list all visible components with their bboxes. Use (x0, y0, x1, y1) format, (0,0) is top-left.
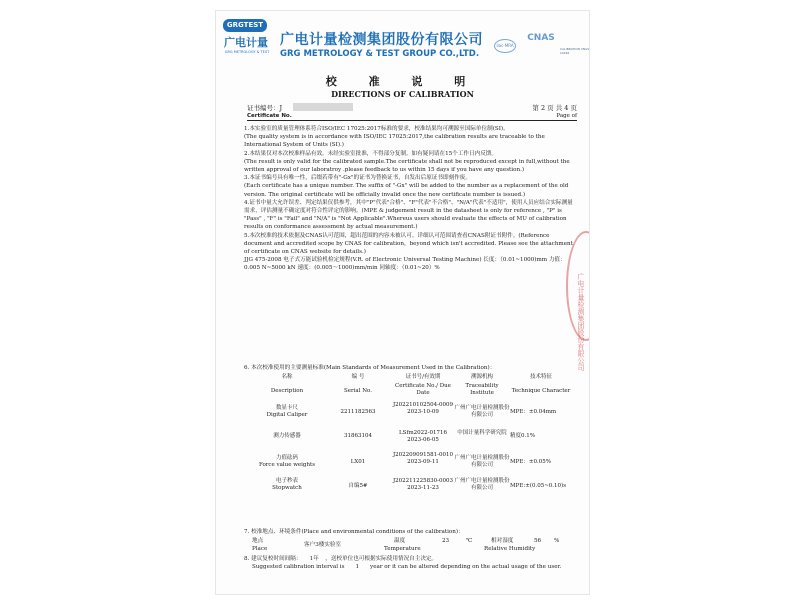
note-4: 4.证书中量大允许误差、判定结果仅供参考，其中"P"代表"合格"、"F"代表"不合格"、"N/A"代表"不适用"，使用人员应结合实际测量需求，评估测量不确定度对符合性评定的影响。(MPE & judgement result in the datasheet is only for reference , "P" is "Pass" , "F" is "Fail" and "N/A" is "Not Applicable".Whereus users should evaluate the effects of MU of calibration results on conformance assessment by actual measurement.) (244, 199, 573, 231)
header-inst-en: Traceability Institute (465, 383, 499, 396)
header-tech-cn: 技术特征 (529, 374, 552, 380)
humidity-label-cn: 相对湿度 (491, 537, 514, 544)
header-description-cn: 名称 (281, 374, 293, 380)
section-6-title: 6. 本次校准使用的主要测量标准(Main Standards of Measurement Used in the Calibration)： (244, 365, 496, 371)
header-serial-cn: 编 号 (351, 374, 365, 380)
row-serial: 31863104 (344, 433, 372, 439)
logo-en: GRG METROLOGY & TEST (224, 50, 270, 54)
header-cert-en: Certificate No./ Due Date (395, 383, 451, 396)
row-serial: 自编5# (348, 483, 368, 489)
row-name: 电子秒表 Stopwatch (272, 478, 302, 491)
logo-cn: 广电计量 (224, 36, 268, 49)
section-8 (244, 555, 574, 564)
row-cert: LSfm2022-01716 2023-06-05 (398, 430, 448, 443)
humidity-value: 56 (534, 537, 542, 544)
row-tech: MPE：±0.04mm (510, 409, 557, 415)
section-7-title: 7. 校准地点、环境条件(Place and environmental conditions of the calibration)： (244, 529, 464, 535)
section-8-en: Suggested calibration interval is 1 year or it can be altered depending on the actual usage of the user. (252, 564, 562, 570)
row-institute: 广州广电计量检测股份有限公司 (454, 405, 510, 418)
certificate-number-prefix: J (279, 104, 283, 112)
row-institute: 广州广电计量检测股份有限公司 (454, 455, 510, 468)
interval-value-en: 1 (355, 564, 360, 570)
place-label-cn: 地点 (252, 537, 264, 544)
document-title-en: DIRECTIONS OF CALIBRATION (331, 89, 474, 99)
header-inst-cn: 溯源机构 (470, 374, 493, 380)
environment-row (244, 537, 574, 554)
row-institute: 中国计量科学研究院 (457, 430, 507, 436)
row-serial: 2211182563 (340, 409, 376, 415)
section-7 (244, 528, 574, 572)
company-name-en: GRG METROLOGY & TEST GROUP CO.,LTD. (280, 49, 480, 59)
row-name: 测力传感器 (273, 433, 301, 439)
row-serial: LX01 (350, 459, 366, 465)
note-2-en: (The result is only valid for the calibrated sample.The certificate shall not be reproduced except in full,without the written approval of our laboratroy .please feedback to us within 15 days if you have any question.) (244, 158, 570, 174)
row-tech: 精度0.1% (510, 433, 535, 439)
header-serial-en: Serial No. (344, 388, 372, 394)
header-cert-cn: 证书号/有效期 (405, 374, 441, 380)
humidity-label-en: Relative Humidity (484, 545, 536, 552)
cnas-icon: CNAS (527, 33, 555, 43)
certificate-number-en: Certificate No. (247, 113, 292, 119)
section-8-tail: ，送校单位也可根据实际使用情况自主决定。 (325, 555, 438, 562)
page-indicator: 第 2 页 共 4 页 (532, 104, 577, 112)
certificate-page (215, 10, 590, 595)
row-name: 数显卡尺 Digital Caliper (266, 405, 308, 418)
note-1-en: (The quality system is in accordance with ISO/IEC 17025:2017,the calibration results are traceable to the International System of Units (SI).) (244, 134, 545, 149)
temp-label-en: Temperature (384, 545, 421, 552)
temp-label-cn: 温度 (394, 537, 406, 544)
logo-badge: GRGTEST (223, 19, 267, 32)
company-logo (221, 19, 271, 61)
temp-unit: ℃ (466, 537, 473, 544)
note-2-cn: 2.本结果仅对本次校准样品有效。未经实验室批准，不得部分复制。如有疑问请在15个工作日内反馈。 (244, 150, 497, 157)
row-tech: MPE：±0.05% (510, 459, 551, 465)
reference-standard: JJG 475-2008 电子式万能试验机检定规程(V.R. of Electronic Universal Testing Machine) 长度：（0.01~1000)mm 力值：0.005 N~5000 kN 速度：(0.005～1000)mm/min 同轴度：（0.01~20）% (244, 257, 566, 272)
company-name-cn: 广电计量检测集团股份有限公司 (280, 32, 483, 48)
certificate-number-redacted (293, 103, 353, 111)
place-label-en: Place (252, 545, 268, 552)
document-title-cn: 校 准 说 明 (325, 75, 480, 88)
header-tech-en: Technique Character (511, 388, 571, 394)
ilac-mra-icon: ilac-MRA (494, 39, 516, 53)
interval-value: 1年 (309, 555, 319, 562)
company-seal-text: 广电计量检测集团股份有限公司 (577, 273, 585, 371)
row-name: 力值砝码 Force value weights (258, 455, 316, 468)
section-8-title: 8. 建议复校时间间隔： (244, 555, 302, 562)
humidity-unit: % (554, 537, 560, 544)
cnas-accreditation-label: CALIBRATION CNAS L0446 (560, 47, 590, 55)
place-value: 客户3楼实验室 (304, 541, 342, 548)
row-institute: 广州广电计量检测股份有限公司 (454, 478, 510, 491)
row-cert: J202210102504-0009 2023-10-09 (392, 402, 454, 415)
note-5: 5.本次校准的技术依据及CNAS认可范围，超出范围的内容未被认可。详细认可范围请查看CNAS附证书附件。(Reference document and accredited scope by CNAS for calibration，beyond which isn't accredited. Please see the attachment of certificate on CNAS website for details.) (244, 232, 573, 256)
note-3-en: (Each certificate has a unique number. The suffix of "-Gx" will be added to the number as a replacement of the old version. The original certificate will be officially invalid once the new certificate number is issued.) (244, 183, 569, 198)
row-cert: J202211225830-0003 2023-11-23 (392, 478, 454, 491)
divider (247, 120, 577, 121)
letterhead (216, 11, 589, 67)
row-tech: MPE:±(0.05~0.10)s (510, 483, 567, 489)
certificate-number-label: 证书编号：J (247, 104, 283, 112)
header-description-en: Description (270, 388, 304, 394)
notes-section (244, 125, 574, 273)
row-cert: J202209091581-0010 2023-09-11 (392, 452, 454, 465)
temp-value: 23 (442, 537, 450, 544)
note-1-cn: 1.本实验室的质量管理体系符合ISO/IEC 17025:2017标准的要求，校准结果均可溯源至国际单位制(SI)。 (244, 126, 509, 132)
note-3-cn: 3.本证书编号具有唯一性，后缀若带有"-Gx"的证书为替换证书，自发出后原证书即刻作废。 (244, 175, 471, 182)
page-indicator-en: Page of (556, 113, 577, 119)
